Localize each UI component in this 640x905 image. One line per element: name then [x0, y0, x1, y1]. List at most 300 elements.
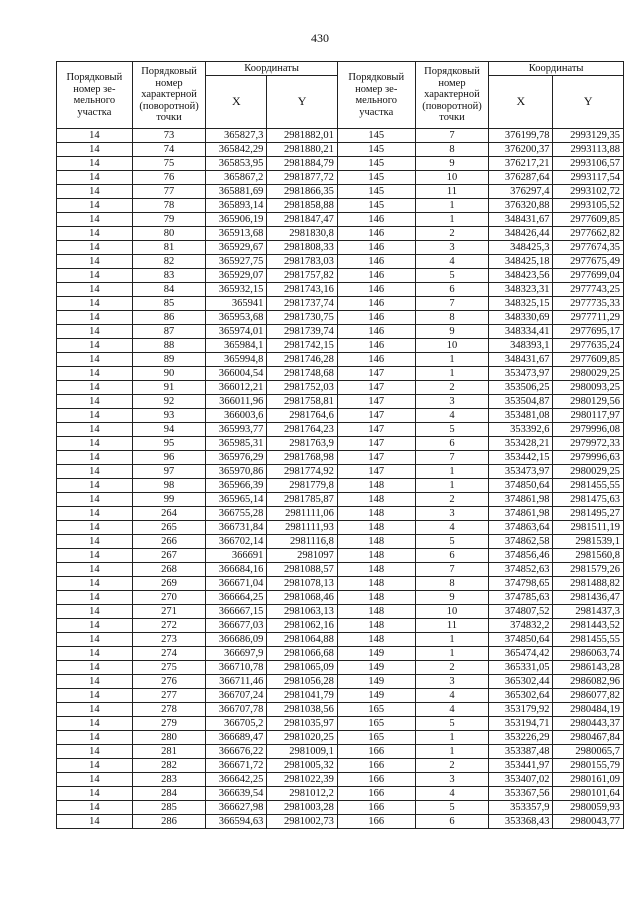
point-number-cell-right: 3	[415, 395, 489, 409]
x-coordinate-cell-right: 353357,9	[489, 801, 553, 815]
x-coordinate-cell: 365893,14	[206, 199, 267, 213]
plot-number-cell: 14	[57, 227, 133, 241]
x-coordinate-cell: 366686,09	[206, 633, 267, 647]
point-number-cell-right: 9	[415, 591, 489, 605]
table-row	[57, 353, 624, 367]
x-coordinate-cell-right: 353407,02	[489, 773, 553, 787]
x-coordinate-cell-right: 348330,69	[489, 311, 553, 325]
plot-number-cell-right: 149	[337, 689, 415, 703]
x-coordinate-cell: 365827,3	[206, 129, 267, 143]
point-number-cell: 277	[132, 689, 206, 703]
point-number-cell: 266	[132, 535, 206, 549]
y-coordinate-cell-right: 2993113,88	[553, 143, 624, 157]
table-row	[57, 689, 624, 703]
y-coordinate-cell-right: 2979996,08	[553, 423, 624, 437]
x-coordinate-cell-right: 374850,64	[489, 633, 553, 647]
point-number-cell-right: 6	[415, 549, 489, 563]
plot-number-cell-right: 148	[337, 577, 415, 591]
x-coordinate-cell: 365929,67	[206, 241, 267, 255]
x-coordinate-cell: 365913,68	[206, 227, 267, 241]
table-row	[57, 619, 624, 633]
y-coordinate-cell-right: 2979996,63	[553, 451, 624, 465]
point-number-cell: 268	[132, 563, 206, 577]
y-coordinate-cell-right: 2986077,82	[553, 689, 624, 703]
point-number-cell-right: 6	[415, 437, 489, 451]
point-number-cell-right: 9	[415, 325, 489, 339]
x-coordinate-cell: 365974,01	[206, 325, 267, 339]
y-coordinate-cell: 2981866,35	[267, 185, 337, 199]
table-row	[57, 815, 624, 829]
plot-number-cell: 14	[57, 773, 133, 787]
x-coordinate-cell: 365941	[206, 297, 267, 311]
plot-number-cell: 14	[57, 717, 133, 731]
header-x-right: X	[489, 76, 553, 129]
point-number-cell: 73	[132, 129, 206, 143]
x-coordinate-cell: 366594,63	[206, 815, 267, 829]
plot-number-cell: 14	[57, 381, 133, 395]
x-coordinate-cell-right: 376320,88	[489, 199, 553, 213]
y-coordinate-cell-right: 2981436,47	[553, 591, 624, 605]
point-number-cell: 78	[132, 199, 206, 213]
plot-number-cell: 14	[57, 269, 133, 283]
y-coordinate-cell: 2981737,74	[267, 297, 337, 311]
plot-number-cell-right: 148	[337, 591, 415, 605]
x-coordinate-cell: 366684,16	[206, 563, 267, 577]
y-coordinate-cell-right: 2981488,82	[553, 577, 624, 591]
point-number-cell: 80	[132, 227, 206, 241]
plot-number-cell: 14	[57, 283, 133, 297]
y-coordinate-cell-right: 2981579,26	[553, 563, 624, 577]
point-number-cell: 286	[132, 815, 206, 829]
x-coordinate-cell-right: 348431,67	[489, 353, 553, 367]
x-coordinate-cell-right: 353506,25	[489, 381, 553, 395]
point-number-cell: 90	[132, 367, 206, 381]
plot-number-cell: 14	[57, 311, 133, 325]
y-coordinate-cell-right: 2980101,64	[553, 787, 624, 801]
point-number-cell-right: 7	[415, 129, 489, 143]
x-coordinate-cell-right: 365302,64	[489, 689, 553, 703]
x-coordinate-cell-right: 353392,6	[489, 423, 553, 437]
plot-number-cell-right: 147	[337, 409, 415, 423]
x-coordinate-cell-right: 376217,21	[489, 157, 553, 171]
point-number-cell-right: 2	[415, 661, 489, 675]
plot-number-cell: 14	[57, 703, 133, 717]
table-row	[57, 577, 624, 591]
point-number-cell: 279	[132, 717, 206, 731]
x-coordinate-cell: 365966,39	[206, 479, 267, 493]
plot-number-cell: 14	[57, 129, 133, 143]
plot-number-cell-right: 148	[337, 549, 415, 563]
y-coordinate-cell: 2981097	[267, 549, 337, 563]
y-coordinate-cell: 2981022,39	[267, 773, 337, 787]
plot-number-cell: 14	[57, 521, 133, 535]
y-coordinate-cell-right: 2977699,04	[553, 269, 624, 283]
table-row	[57, 787, 624, 801]
plot-number-cell: 14	[57, 171, 133, 185]
y-coordinate-cell-right: 2977609,85	[553, 213, 624, 227]
header-coordinates-right: Координаты	[489, 62, 624, 76]
x-coordinate-cell-right: 365474,42	[489, 647, 553, 661]
point-number-cell-right: 1	[415, 633, 489, 647]
y-coordinate-cell: 2981785,87	[267, 493, 337, 507]
y-coordinate-cell-right: 2986063,74	[553, 647, 624, 661]
table-row	[57, 395, 624, 409]
point-number-cell-right: 4	[415, 255, 489, 269]
point-number-cell-right: 10	[415, 171, 489, 185]
y-coordinate-cell-right: 2977743,25	[553, 283, 624, 297]
y-coordinate-cell: 2981783,03	[267, 255, 337, 269]
point-number-cell: 93	[132, 409, 206, 423]
point-number-cell-right: 6	[415, 815, 489, 829]
y-coordinate-cell: 2981066,68	[267, 647, 337, 661]
x-coordinate-cell-right: 374861,98	[489, 507, 553, 521]
plot-number-cell-right: 149	[337, 647, 415, 661]
table-row	[57, 507, 624, 521]
plot-number-cell: 14	[57, 675, 133, 689]
y-coordinate-cell: 2981020,25	[267, 731, 337, 745]
point-number-cell: 272	[132, 619, 206, 633]
point-number-cell-right: 5	[415, 535, 489, 549]
x-coordinate-cell-right: 376297,4	[489, 185, 553, 199]
point-number-cell: 98	[132, 479, 206, 493]
y-coordinate-cell: 2981884,79	[267, 157, 337, 171]
y-coordinate-cell-right: 2981560,8	[553, 549, 624, 563]
point-number-cell-right: 4	[415, 703, 489, 717]
plot-number-cell-right: 148	[337, 493, 415, 507]
y-coordinate-cell-right: 2981455,55	[553, 633, 624, 647]
y-coordinate-cell-right: 2980467,84	[553, 731, 624, 745]
y-coordinate-cell: 2981774,92	[267, 465, 337, 479]
plot-number-cell: 14	[57, 787, 133, 801]
table-row	[57, 381, 624, 395]
x-coordinate-cell: 366707,24	[206, 689, 267, 703]
x-coordinate-cell-right: 348425,18	[489, 255, 553, 269]
plot-number-cell-right: 148	[337, 619, 415, 633]
plot-number-cell-right: 147	[337, 423, 415, 437]
plot-number-cell: 14	[57, 493, 133, 507]
point-number-cell-right: 2	[415, 381, 489, 395]
x-coordinate-cell: 365853,95	[206, 157, 267, 171]
point-number-cell: 284	[132, 787, 206, 801]
point-number-cell: 273	[132, 633, 206, 647]
x-coordinate-cell-right: 353387,48	[489, 745, 553, 759]
x-coordinate-cell-right: 353473,97	[489, 367, 553, 381]
plot-number-cell: 14	[57, 241, 133, 255]
plot-number-cell: 14	[57, 661, 133, 675]
x-coordinate-cell: 365993,77	[206, 423, 267, 437]
x-coordinate-cell-right: 376200,37	[489, 143, 553, 157]
point-number-cell-right: 7	[415, 563, 489, 577]
y-coordinate-cell-right: 2979972,33	[553, 437, 624, 451]
x-coordinate-cell-right: 348334,41	[489, 325, 553, 339]
y-coordinate-cell: 2981746,28	[267, 353, 337, 367]
table-row	[57, 143, 624, 157]
y-coordinate-cell-right: 2986143,28	[553, 661, 624, 675]
plot-number-cell-right: 149	[337, 675, 415, 689]
plot-number-cell-right: 148	[337, 605, 415, 619]
point-number-cell: 88	[132, 339, 206, 353]
x-coordinate-cell: 365842,29	[206, 143, 267, 157]
point-number-cell-right: 3	[415, 241, 489, 255]
y-coordinate-cell: 2981003,28	[267, 801, 337, 815]
y-coordinate-cell: 2981012,2	[267, 787, 337, 801]
x-coordinate-cell: 365984,1	[206, 339, 267, 353]
plot-number-cell: 14	[57, 549, 133, 563]
point-number-cell: 275	[132, 661, 206, 675]
x-coordinate-cell-right: 348426,44	[489, 227, 553, 241]
x-coordinate-cell: 365929,07	[206, 269, 267, 283]
x-coordinate-cell: 365976,29	[206, 451, 267, 465]
plot-number-cell-right: 149	[337, 661, 415, 675]
y-coordinate-cell: 2981064,88	[267, 633, 337, 647]
y-coordinate-cell: 2981877,72	[267, 171, 337, 185]
table-row	[57, 325, 624, 339]
point-number-cell: 280	[132, 731, 206, 745]
point-number-cell: 83	[132, 269, 206, 283]
point-number-cell-right: 10	[415, 605, 489, 619]
y-coordinate-cell: 2981763,9	[267, 437, 337, 451]
y-coordinate-cell: 2981758,81	[267, 395, 337, 409]
x-coordinate-cell: 366664,25	[206, 591, 267, 605]
plot-number-cell: 14	[57, 157, 133, 171]
y-coordinate-cell-right: 2980043,77	[553, 815, 624, 829]
y-coordinate-cell: 2981111,93	[267, 521, 337, 535]
x-coordinate-cell: 366676,22	[206, 745, 267, 759]
plot-number-cell: 14	[57, 801, 133, 815]
point-number-cell: 86	[132, 311, 206, 325]
point-number-cell-right: 5	[415, 801, 489, 815]
point-number-cell: 281	[132, 745, 206, 759]
y-coordinate-cell: 2981743,16	[267, 283, 337, 297]
plot-number-cell-right: 148	[337, 521, 415, 535]
plot-number-cell-right: 148	[337, 479, 415, 493]
x-coordinate-cell: 366627,98	[206, 801, 267, 815]
x-coordinate-cell: 366702,14	[206, 535, 267, 549]
y-coordinate-cell-right: 2980129,56	[553, 395, 624, 409]
plot-number-cell-right: 148	[337, 633, 415, 647]
x-coordinate-cell: 366707,78	[206, 703, 267, 717]
x-coordinate-cell-right: 348425,3	[489, 241, 553, 255]
x-coordinate-cell-right: 353504,87	[489, 395, 553, 409]
table-row	[57, 255, 624, 269]
point-number-cell: 267	[132, 549, 206, 563]
x-coordinate-cell-right: 353442,15	[489, 451, 553, 465]
y-coordinate-cell: 2981062,16	[267, 619, 337, 633]
y-coordinate-cell-right: 2980161,09	[553, 773, 624, 787]
point-number-cell: 76	[132, 171, 206, 185]
header-y-right: Y	[553, 76, 624, 129]
x-coordinate-cell-right: 353179,92	[489, 703, 553, 717]
plot-number-cell-right: 166	[337, 787, 415, 801]
plot-number-cell: 14	[57, 647, 133, 661]
point-number-cell: 94	[132, 423, 206, 437]
table-row	[57, 297, 624, 311]
point-number-cell-right: 6	[415, 283, 489, 297]
x-coordinate-cell: 366667,15	[206, 605, 267, 619]
table-row	[57, 717, 624, 731]
x-coordinate-cell: 366705,2	[206, 717, 267, 731]
table-row	[57, 339, 624, 353]
table-row	[57, 213, 624, 227]
point-number-cell-right: 2	[415, 759, 489, 773]
y-coordinate-cell: 2981808,33	[267, 241, 337, 255]
plot-number-cell: 14	[57, 451, 133, 465]
point-number-cell: 95	[132, 437, 206, 451]
point-number-cell-right: 1	[415, 213, 489, 227]
x-coordinate-cell: 366012,21	[206, 381, 267, 395]
table-row	[57, 661, 624, 675]
y-coordinate-cell: 2981005,32	[267, 759, 337, 773]
plot-number-cell: 14	[57, 199, 133, 213]
plot-number-cell-right: 165	[337, 703, 415, 717]
y-coordinate-cell-right: 2980155,79	[553, 759, 624, 773]
x-coordinate-cell-right: 374861,98	[489, 493, 553, 507]
table-row	[57, 633, 624, 647]
table-row	[57, 437, 624, 451]
y-coordinate-cell: 2981752,03	[267, 381, 337, 395]
plot-number-cell: 14	[57, 465, 133, 479]
header-plot-number-right: Порядковый номер зе-мельного участка	[337, 62, 415, 129]
x-coordinate-cell: 365985,31	[206, 437, 267, 451]
plot-number-cell-right: 145	[337, 143, 415, 157]
x-coordinate-cell: 366689,47	[206, 731, 267, 745]
point-number-cell: 87	[132, 325, 206, 339]
y-coordinate-cell: 2981830,8	[267, 227, 337, 241]
x-coordinate-cell-right: 353473,97	[489, 465, 553, 479]
y-coordinate-cell: 2981078,13	[267, 577, 337, 591]
point-number-cell-right: 1	[415, 745, 489, 759]
table-row	[57, 801, 624, 815]
header-point-number-right: Порядковый номер характерной (поворотной) точки	[415, 62, 489, 129]
y-coordinate-cell: 2981065,09	[267, 661, 337, 675]
header-coordinates: Координаты	[206, 62, 337, 76]
plot-number-cell: 14	[57, 507, 133, 521]
table-row	[57, 171, 624, 185]
plot-number-cell-right: 146	[337, 227, 415, 241]
plot-number-cell: 14	[57, 689, 133, 703]
y-coordinate-cell-right: 2993105,52	[553, 199, 624, 213]
point-number-cell-right: 1	[415, 367, 489, 381]
point-number-cell: 91	[132, 381, 206, 395]
x-coordinate-cell: 365932,15	[206, 283, 267, 297]
point-number-cell: 264	[132, 507, 206, 521]
plot-number-cell: 14	[57, 605, 133, 619]
table-row	[57, 409, 624, 423]
plot-number-cell-right: 166	[337, 801, 415, 815]
plot-number-cell-right: 146	[337, 311, 415, 325]
plot-number-cell: 14	[57, 745, 133, 759]
x-coordinate-cell: 365994,8	[206, 353, 267, 367]
x-coordinate-cell-right: 376287,64	[489, 171, 553, 185]
table-row	[57, 703, 624, 717]
point-number-cell: 81	[132, 241, 206, 255]
point-number-cell: 79	[132, 213, 206, 227]
point-number-cell: 92	[132, 395, 206, 409]
y-coordinate-cell: 2981757,82	[267, 269, 337, 283]
x-coordinate-cell-right: 348325,15	[489, 297, 553, 311]
point-number-cell: 270	[132, 591, 206, 605]
point-number-cell-right: 4	[415, 787, 489, 801]
plot-number-cell: 14	[57, 325, 133, 339]
y-coordinate-cell: 2981068,46	[267, 591, 337, 605]
y-coordinate-cell-right: 2993102,72	[553, 185, 624, 199]
plot-number-cell-right: 146	[337, 339, 415, 353]
y-coordinate-cell-right: 2981455,55	[553, 479, 624, 493]
plot-number-cell-right: 146	[337, 325, 415, 339]
table-row	[57, 311, 624, 325]
plot-number-cell-right: 147	[337, 465, 415, 479]
table-row	[57, 605, 624, 619]
y-coordinate-cell-right: 2981511,19	[553, 521, 624, 535]
table-row	[57, 647, 624, 661]
x-coordinate-cell-right: 376199,78	[489, 129, 553, 143]
table-row	[57, 283, 624, 297]
point-number-cell: 271	[132, 605, 206, 619]
y-coordinate-cell-right: 2977675,49	[553, 255, 624, 269]
x-coordinate-cell: 365881,69	[206, 185, 267, 199]
table-row	[57, 185, 624, 199]
x-coordinate-cell: 366710,78	[206, 661, 267, 675]
x-coordinate-cell-right: 365302,44	[489, 675, 553, 689]
point-number-cell: 278	[132, 703, 206, 717]
point-number-cell: 75	[132, 157, 206, 171]
y-coordinate-cell: 2981009,1	[267, 745, 337, 759]
plot-number-cell: 14	[57, 423, 133, 437]
x-coordinate-cell-right: 353226,29	[489, 731, 553, 745]
plot-number-cell-right: 165	[337, 731, 415, 745]
plot-number-cell-right: 146	[337, 241, 415, 255]
y-coordinate-cell-right: 2977609,85	[553, 353, 624, 367]
point-number-cell-right: 4	[415, 689, 489, 703]
x-coordinate-cell: 366671,04	[206, 577, 267, 591]
y-coordinate-cell-right: 2981443,52	[553, 619, 624, 633]
plot-number-cell-right: 146	[337, 283, 415, 297]
point-number-cell-right: 7	[415, 297, 489, 311]
point-number-cell-right: 9	[415, 157, 489, 171]
y-coordinate-cell-right: 2980029,25	[553, 465, 624, 479]
plot-number-cell: 14	[57, 759, 133, 773]
plot-number-cell: 14	[57, 479, 133, 493]
x-coordinate-cell-right: 374852,63	[489, 563, 553, 577]
table-row	[57, 241, 624, 255]
plot-number-cell-right: 145	[337, 185, 415, 199]
x-coordinate-cell: 365906,19	[206, 213, 267, 227]
plot-number-cell-right: 145	[337, 171, 415, 185]
x-coordinate-cell: 365867,2	[206, 171, 267, 185]
table-row	[57, 563, 624, 577]
x-coordinate-cell: 366639,54	[206, 787, 267, 801]
plot-number-cell: 14	[57, 815, 133, 829]
y-coordinate-cell: 2981882,01	[267, 129, 337, 143]
table-row	[57, 535, 624, 549]
point-number-cell: 283	[132, 773, 206, 787]
plot-number-cell-right: 148	[337, 507, 415, 521]
y-coordinate-cell-right: 2980484,19	[553, 703, 624, 717]
plot-number-cell: 14	[57, 535, 133, 549]
table-row	[57, 423, 624, 437]
table-row	[57, 731, 624, 745]
plot-number-cell: 14	[57, 353, 133, 367]
y-coordinate-cell-right: 2980093,25	[553, 381, 624, 395]
x-coordinate-cell-right: 374832,2	[489, 619, 553, 633]
plot-number-cell: 14	[57, 437, 133, 451]
y-coordinate-cell-right: 2981539,1	[553, 535, 624, 549]
x-coordinate-cell: 365965,14	[206, 493, 267, 507]
point-number-cell: 99	[132, 493, 206, 507]
point-number-cell: 84	[132, 283, 206, 297]
x-coordinate-cell: 366004,54	[206, 367, 267, 381]
point-number-cell: 269	[132, 577, 206, 591]
